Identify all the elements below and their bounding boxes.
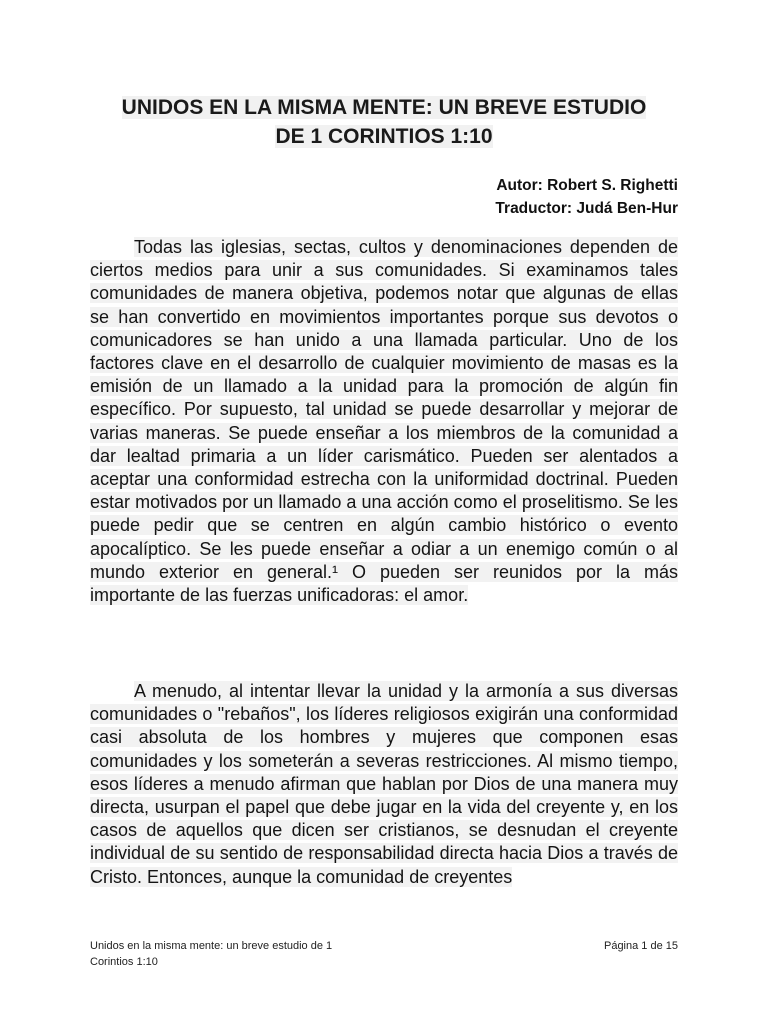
byline	[495, 174, 678, 220]
paragraph-text: A menudo, al intentar llevar la unidad y la armonía a sus diversas comunidades o "rebaños", los líderes religiosos exigirán una conformidad casi absoluta de los hombres y mujeres que componen esas comunidades y los someterán a severas restricciones. Al mismo tiempo, esos líderes a menudo afirman que hablan por Dios de una manera muy directa, usurpan el papel que debe jugar en la vida del creyente y, en los casos de aquellos que dicen ser cristianos, se desnudan el creyente individual de su sentido de responsabilidad directa hacia Dios a través de Cristo. Entonces, aunque la comunidad de creyentes	[90, 681, 678, 887]
translator-line: Traductor: Judá Ben-Hur	[495, 200, 678, 217]
body-paragraph-1	[90, 236, 678, 607]
footer-page-number: Página 1 de 15	[603, 940, 678, 952]
title-line-1: UNIDOS EN LA MISMA MENTE: UN BREVE ESTUDIO	[121, 96, 647, 119]
author-line: Autor: Robert S. Righetti	[496, 177, 678, 194]
body-paragraph-2	[90, 680, 678, 912]
paragraph-text: Todas las iglesias, sectas, cultos y denominaciones dependen de ciertos medios para unir a sus comunidades. Si examinamos tales comunidades de manera objetiva, podemos notar que algunas de ellas se han convertido en movimientos importantes porque sus devotos o comunicadores se han unido a una llamada particular. Uno de los factores clave en el desarrollo de cualquier movimiento de masas es la emisión de un llamado a la unidad para la promoción de algún fin específico. Por supuesto, tal unidad se puede desarrollar y mejorar de varias maneras. Se puede enseñar a los miembros de la comunidad a dar lealtad primaria a un líder carismático. Pueden ser alentados a aceptar una conformidad estrecha con la uniformidad doctrinal. Pueden estar motivados por un llamado a una acción como el proselitismo. Se les puede pedir que se centren en algún cambio histórico o evento apocalíptico. Se les puede enseñar a odiar a un enemigo común o al mundo exterior en general.¹ O pueden ser reunidos por la más importante de las fuerzas unificadoras: el amor.	[90, 237, 678, 606]
page-title	[90, 93, 678, 151]
footer-document-title: Unidos en la misma mente: un breve estudio de 1 Corintios 1:10	[90, 940, 333, 968]
title-line-2: DE 1 CORINTIOS 1:10	[275, 125, 493, 148]
